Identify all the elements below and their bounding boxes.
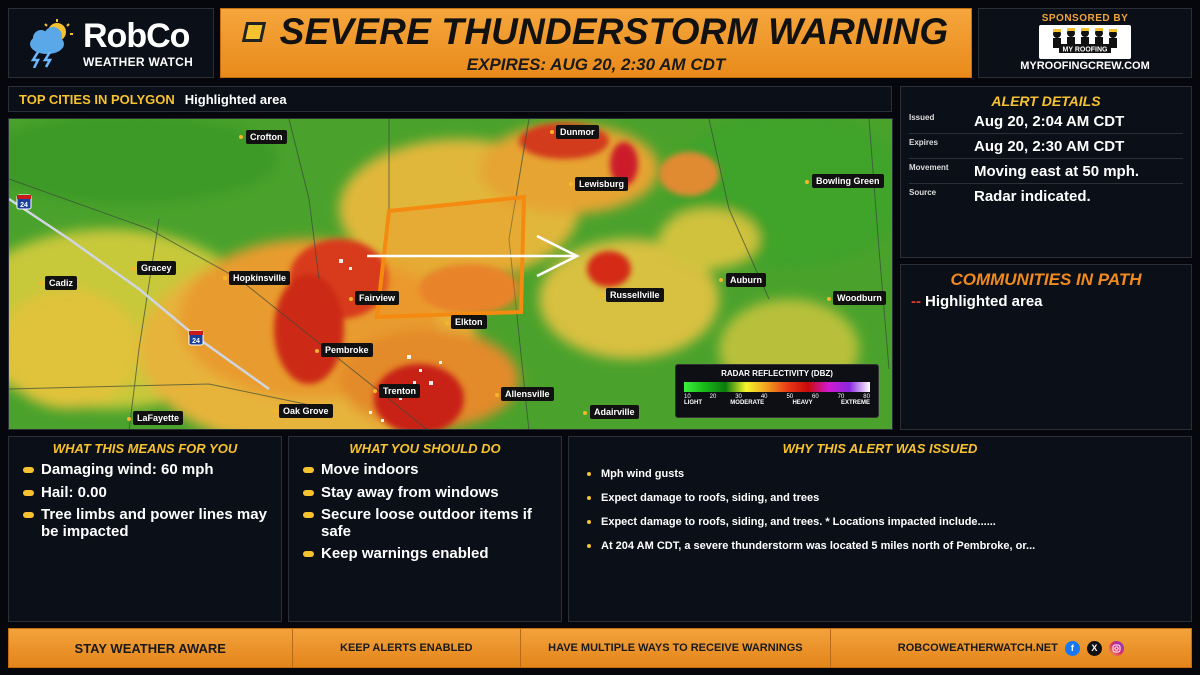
city-label-crofton[interactable]: Crofton [246,130,287,144]
instagram-icon[interactable] [1109,641,1124,656]
list-item [587,516,1181,528]
detail-row-source [909,184,1183,209]
city-label-lewisburg[interactable]: Lewisburg [575,177,628,191]
why-title: WHY THIS ALERT WAS ISSUED [782,441,978,456]
list-item [303,546,551,563]
city-label-woodburn[interactable]: Woodburn [833,291,886,305]
bullet-marker [303,512,314,518]
sponsor-logo[interactable] [1039,25,1131,59]
bullet-marker [23,467,34,473]
city-dot [315,349,319,353]
detail-row-expires [909,134,1183,159]
bullet-marker [587,472,591,476]
city-label-elkton[interactable]: Elkton [451,315,487,329]
footer-bar [8,628,1192,668]
city-dot [127,417,131,421]
means-panel [8,436,282,622]
city-dot [39,281,43,285]
city-label-oak-grove[interactable]: Oak Grove [279,404,333,418]
city-dot [445,321,449,325]
bullet-marker [587,544,591,548]
city-label-russellville[interactable]: Russellville [606,288,664,302]
detail-label: Expires [909,138,938,147]
communities-panel [900,264,1192,430]
brand-subtitle: WEATHER WATCH [83,54,194,69]
city-label-adairville[interactable]: Adairville [590,405,639,419]
legend-intensity-words: LIGHT MODERATE HEAVY EXTREME [684,400,870,406]
list-item-text: Mph wind gusts [601,468,685,480]
city-dot [827,297,831,301]
legend-color-bar [684,382,870,392]
svg-text:24: 24 [20,202,28,209]
footer-site-link[interactable]: ROBCOWEATHERWATCH.NET [897,642,1058,654]
sponsor-url[interactable]: MYROOFINGCREW.COM [1020,60,1150,72]
bullet-marker [303,467,314,473]
detail-row-movement [909,159,1183,184]
list-item-text: Keep warnings enabled [321,545,489,562]
footer-stay-aware: STAY WEATHER AWARE [9,629,293,667]
why-panel [568,436,1192,622]
footer-keep-alerts: KEEP ALERTS ENABLED [293,629,522,667]
list-item-text: At 204 AM CDT, a severe thunderstorm was located 5 miles north of Pembroke, or... [601,540,1036,552]
bullet-marker [587,520,591,524]
city-dot [495,393,499,397]
list-item [303,485,551,502]
warning-expires: EXPIRES: AUG 20, 2:30 AM CDT [466,55,726,74]
city-label-dunmor[interactable]: Dunmor [556,125,599,139]
legend-ticks: 10 20 30 40 50 60 70 80 [684,394,870,400]
bullet-marker [303,551,314,557]
bullet-marker [303,490,314,496]
alert-details-panel [900,86,1192,258]
legend-title: RADAR REFLECTIVITY (DBZ) [721,369,833,378]
list-item [587,468,1181,480]
radar-map[interactable] [8,118,893,430]
detail-label: Movement [909,163,949,172]
top-cities-label: TOP CITIES IN POLYGON [19,91,175,107]
warning-title: SEVERE THUNDERSTORM WARNING [279,11,949,52]
should-do-title: WHAT YOU SHOULD DO [349,441,501,456]
list-item [587,540,1181,552]
brand-logo [8,8,214,78]
top-cities-value: Highlighted area [184,91,287,107]
city-dot [805,180,809,184]
detail-value: Aug 20, 2:30 AM CDT [974,137,1125,155]
bullet-marker [23,490,34,496]
list-item-text: Secure loose outdoor items if safe [321,506,532,540]
city-dot [719,278,723,282]
city-dot [131,267,135,271]
city-label-auburn[interactable]: Auburn [726,273,766,287]
sponsor-label: SPONSORED BY [1041,13,1129,24]
city-dot [569,182,573,186]
means-title: WHAT THIS MEANS FOR YOU [52,441,238,456]
list-item [303,507,551,540]
list-item [23,485,271,502]
list-item-text: Hail: 0.00 [41,483,107,501]
list-item-text: Damaging wind: 60 mph [41,461,214,478]
community-item-label: Highlighted area [925,293,1043,310]
city-label-gracey[interactable]: Gracey [137,261,176,275]
facebook-icon[interactable]: f [1065,641,1080,656]
city-dot [599,294,603,298]
list-item [587,492,1181,504]
list-item [23,462,271,479]
list-item-text: Move indoors [321,461,419,478]
x-icon[interactable]: X [1087,641,1102,656]
list-item-text: Tree limbs and power lines may be impacted [41,506,267,540]
city-label-trenton[interactable]: Trenton [379,384,420,398]
detail-value: Moving east at 50 mph. [974,162,1140,180]
interstate-shield-2 [189,331,203,345]
warning-title-banner [220,8,972,78]
sponsor-logo-text: MY ROOFING [1062,46,1108,54]
list-item-text: Expect damage to roofs, siding, and trees. * Locations impacted include...... [601,516,996,528]
city-label-pembroke[interactable]: Pembroke [321,343,373,357]
detail-label: Source [909,188,937,197]
city-dot [583,411,587,415]
city-dot [223,276,227,280]
storm-cloud-icon [23,18,77,68]
detail-value: Radar indicated. [974,188,1091,205]
warning-flag-icon [242,22,266,42]
footer-multiple-ways: HAVE MULTIPLE WAYS TO RECEIVE WARNINGS [521,629,830,667]
detail-row-issued [909,109,1183,134]
city-label-cadiz[interactable]: Cadiz [45,276,77,290]
should-do-panel [288,436,562,622]
footer-site [831,629,1191,667]
city-label-lafayette[interactable]: LaFayette [133,411,183,425]
communities-title: COMMUNITIES IN PATH [950,270,1142,289]
detail-label: Issued [909,113,935,122]
sponsor-panel[interactable] [978,8,1192,78]
list-item-text: Stay away from windows [321,483,499,501]
list-item [23,507,271,540]
list-item [303,462,551,479]
city-dot [239,135,243,139]
svg-text:24: 24 [192,338,200,345]
city-dot [349,297,353,301]
city-label-hopkinsville[interactable]: Hopkinsville [229,271,290,285]
brand-name: RobCo [83,16,190,55]
city-label-bowling-green[interactable]: Bowling Green [812,174,884,188]
radar-legend [675,364,879,418]
bullet-marker [587,496,591,500]
city-dot [373,389,377,393]
list-item-text: Expect damage to roofs, siding, and trees [601,492,820,504]
alert-details-title: ALERT DETAILS [991,93,1101,109]
dash-marker: -- [911,293,921,310]
top-cities-bar [8,86,892,112]
city-dot [550,130,554,134]
community-item [911,293,1191,310]
city-label-fairview[interactable]: Fairview [355,291,399,305]
bullet-marker [23,512,34,518]
city-dot [273,409,277,413]
city-label-allensville[interactable]: Allensville [501,387,554,401]
interstate-shield-1 [17,195,31,209]
detail-value: Aug 20, 2:04 AM CDT [974,112,1125,130]
